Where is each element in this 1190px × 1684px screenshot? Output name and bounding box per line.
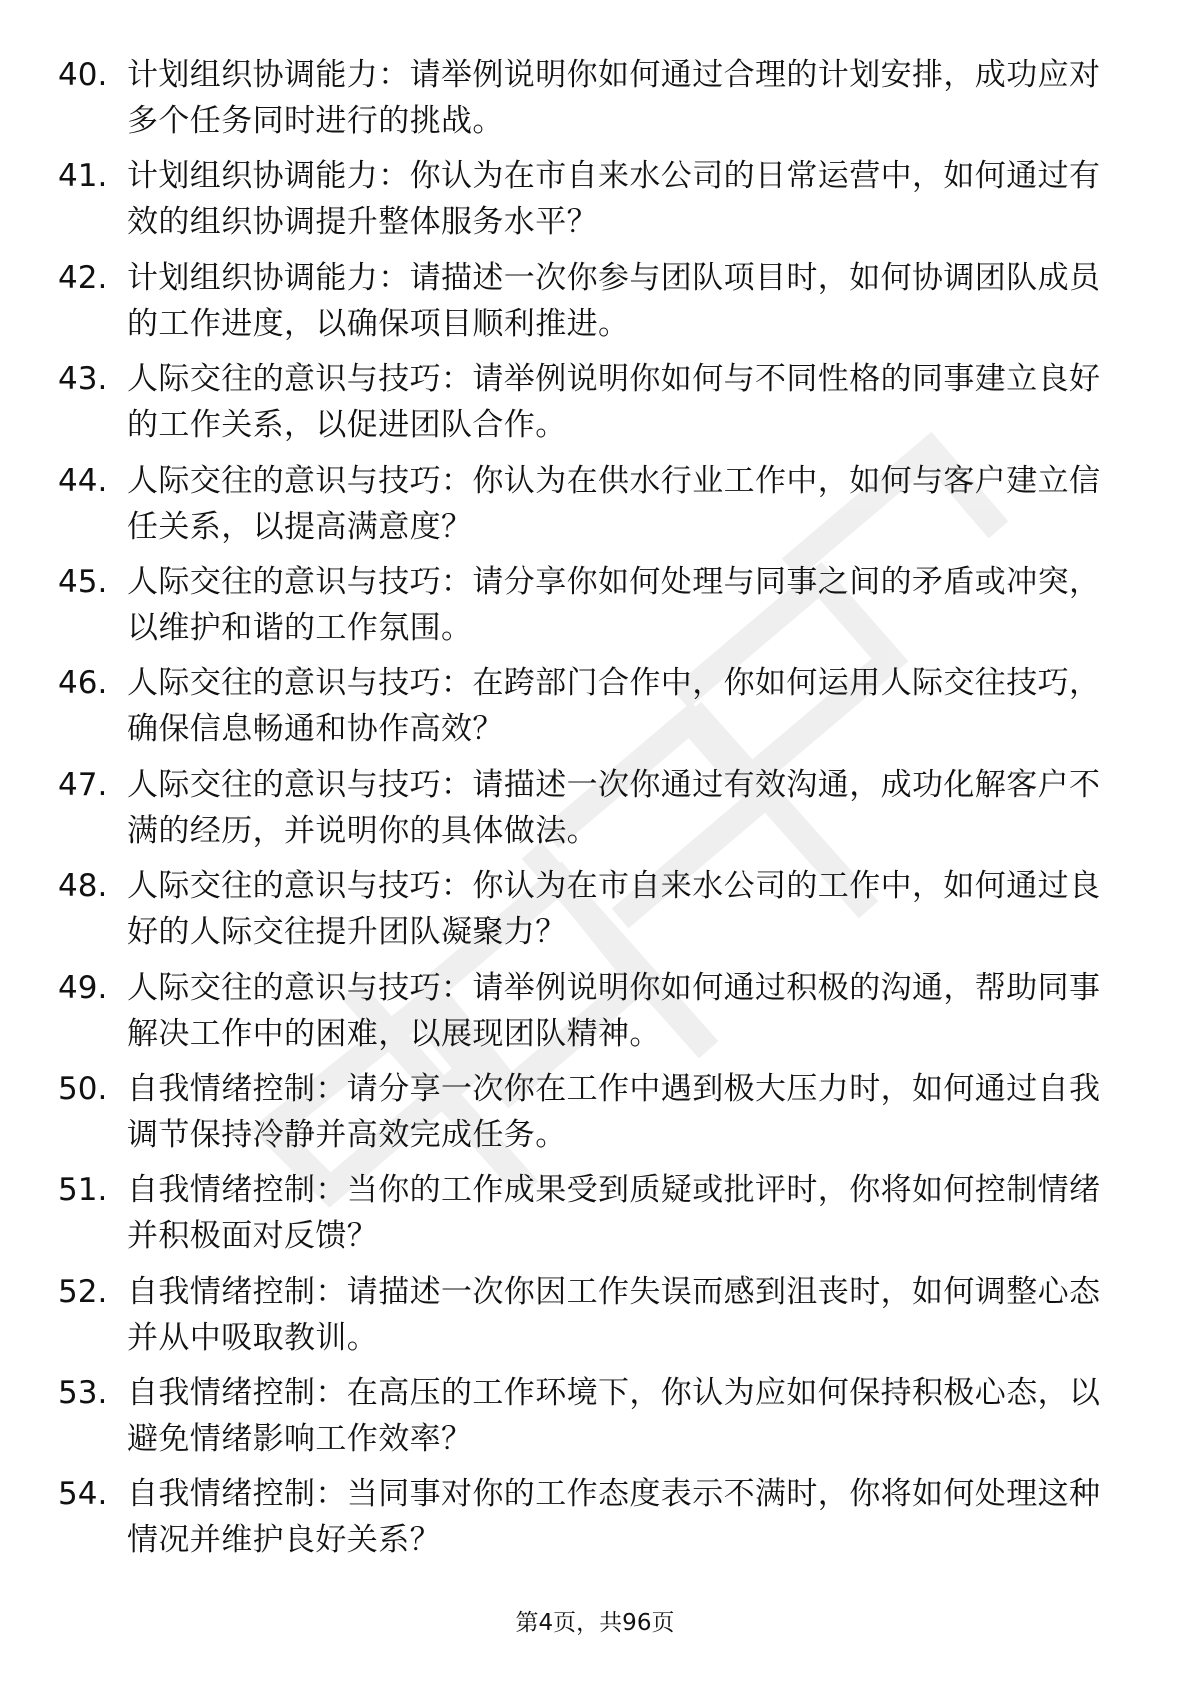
question-number: 47. (58, 766, 108, 803)
question-text: 自我情绪控制：请分享一次你在工作中遇到极大压力时，如何通过自我调节保持冷静并高效完成任务。 (127, 1070, 1101, 1153)
question-number: 52. (58, 1273, 108, 1310)
list-item (0, 458, 1190, 559)
question-number: 53. (58, 1375, 108, 1412)
question-number: 43. (58, 361, 108, 398)
list-item (0, 356, 1190, 457)
question-text: 计划组织协调能力：你认为在市自来水公司的日常运营中，如何通过有效的组织协调提升整体服务水平？ (127, 158, 1101, 241)
question-text: 自我情绪控制：当同事对你的工作态度表示不满时，你将如何处理这种情况并维护良好关系？ (127, 1476, 1101, 1559)
list-item (0, 52, 1190, 153)
question-number: 46. (58, 665, 108, 702)
question-text: 人际交往的意识与技巧：请举例说明你如何与不同性格的同事建立良好的工作关系，以促进团队合作。 (127, 361, 1101, 444)
question-number: 48. (58, 868, 108, 905)
question-number: 51. (58, 1172, 108, 1209)
list-item (0, 153, 1190, 254)
list-item (0, 1269, 1190, 1370)
question-number: 54. (58, 1476, 108, 1513)
question-number: 49. (58, 969, 108, 1006)
page-footer: 第4页，共96页 (515, 1610, 675, 1636)
question-number: 44. (58, 462, 108, 499)
question-text: 人际交往的意识与技巧：请举例说明你如何通过积极的沟通，帮助同事解决工作中的困难，以展现团队精神。 (127, 969, 1101, 1052)
question-text: 自我情绪控制：在高压的工作环境下，你认为应如何保持积极心态，以避免情绪影响工作效率？ (127, 1375, 1101, 1458)
question-text: 人际交往的意识与技巧：请描述一次你通过有效沟通，成功化解客户不满的经历，并说明你的具体做法。 (127, 766, 1101, 849)
question-text: 计划组织协调能力：请举例说明你如何通过合理的计划安排，成功应对多个任务同时进行的挑战。 (127, 57, 1101, 139)
question-text: 自我情绪控制：请描述一次你因工作失误而感到沮丧时，如何调整心态并从中吸取教训。 (127, 1273, 1101, 1356)
list-item (0, 762, 1190, 863)
question-number: 42. (58, 259, 108, 296)
list-item (0, 1066, 1190, 1167)
list-item (0, 863, 1190, 964)
question-text: 人际交往的意识与技巧：在跨部门合作中，你如何运用人际交往技巧，确保信息畅通和协作高效？ (127, 665, 1101, 748)
question-number: 50. (58, 1070, 108, 1107)
question-list (0, 52, 1190, 1573)
question-number: 40. (58, 57, 108, 93)
question-number: 41. (58, 158, 108, 195)
list-item (0, 1167, 1190, 1268)
list-item (0, 1471, 1190, 1572)
list-item (0, 255, 1190, 356)
question-number: 45. (58, 563, 108, 600)
question-text: 自我情绪控制：当你的工作成果受到质疑或批评时，你将如何控制情绪并积极面对反馈？ (127, 1172, 1101, 1255)
list-item (0, 559, 1190, 660)
list-item (0, 1370, 1190, 1471)
question-text: 计划组织协调能力：请描述一次你参与团队项目时，如何协调团队成员的工作进度，以确保项目顺利推进。 (127, 259, 1101, 342)
question-text: 人际交往的意识与技巧：你认为在市自来水公司的工作中，如何通过良好的人际交往提升团队凝聚力？ (127, 868, 1101, 951)
list-item (0, 660, 1190, 761)
list-item (0, 965, 1190, 1066)
question-text: 人际交往的意识与技巧：你认为在供水行业工作中，如何与客户建立信任关系，以提高满意度？ (127, 462, 1101, 545)
question-text: 人际交往的意识与技巧：请分享你如何处理与同事之间的矛盾或冲突，以维护和谐的工作氛围。 (127, 563, 1101, 646)
